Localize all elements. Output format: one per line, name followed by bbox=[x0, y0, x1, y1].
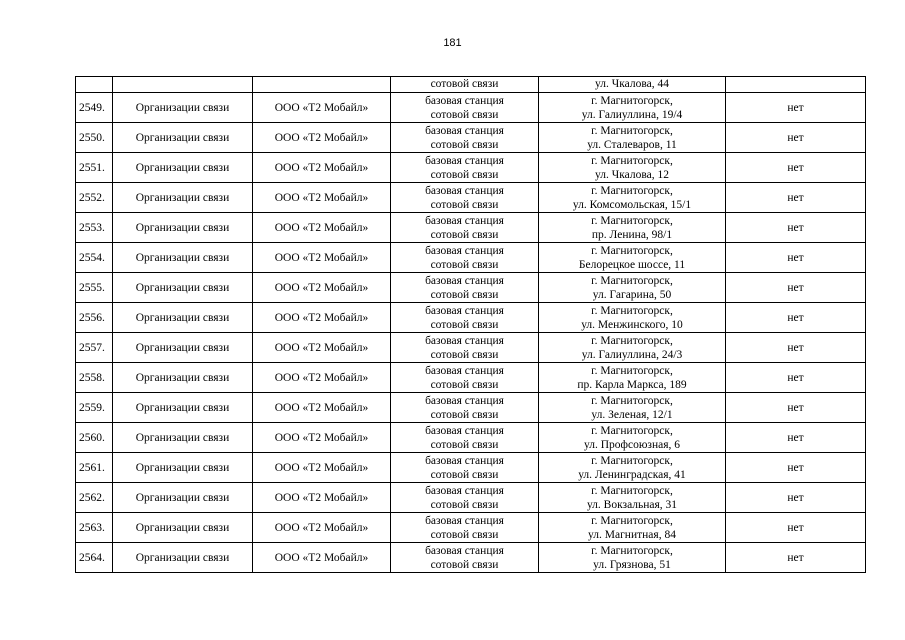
row-status: нет bbox=[726, 513, 866, 543]
row-number: 2549. bbox=[76, 93, 113, 123]
row-status: нет bbox=[726, 93, 866, 123]
row-status: нет bbox=[726, 123, 866, 153]
row-organization bbox=[253, 77, 391, 93]
row-status: нет bbox=[726, 483, 866, 513]
row-status bbox=[726, 77, 866, 93]
row-address-line-1: г. Магнитогорск, bbox=[591, 364, 673, 377]
row-object-type-line-1: базовая станция bbox=[425, 214, 504, 227]
table-row bbox=[76, 213, 866, 243]
row-object-type-line-2: сотовой связи bbox=[430, 498, 499, 511]
row-address-line-2: пр. Карла Маркса, 189 bbox=[577, 378, 687, 391]
row-address-line-1: г. Магнитогорск, bbox=[591, 394, 673, 407]
row-status: нет bbox=[726, 303, 866, 333]
row-object-type-line-1: базовая станция bbox=[425, 544, 504, 557]
row-organization: ООО «Т2 Мобайл» bbox=[253, 273, 391, 303]
table-row bbox=[76, 273, 866, 303]
table-row bbox=[76, 543, 866, 573]
row-object-type-line-2: сотовой связи bbox=[430, 198, 499, 211]
row-address bbox=[539, 243, 726, 273]
row-object-type bbox=[391, 483, 539, 513]
row-category: Организации связи bbox=[113, 513, 253, 543]
row-object-type-line-1: базовая станция bbox=[425, 124, 504, 137]
row-object-type-line-2: сотовой связи bbox=[430, 558, 499, 571]
row-address-line-2: Белорецкое шоссе, 11 bbox=[578, 258, 686, 271]
row-organization: ООО «Т2 Мобайл» bbox=[253, 393, 391, 423]
table-row bbox=[76, 303, 866, 333]
row-category: Организации связи bbox=[113, 183, 253, 213]
row-number: 2550. bbox=[76, 123, 113, 153]
row-address bbox=[539, 303, 726, 333]
row-number: 2561. bbox=[76, 453, 113, 483]
row-object-type bbox=[391, 183, 539, 213]
row-address-line-2: ул. Ленинградская, 41 bbox=[578, 468, 686, 481]
row-status: нет bbox=[726, 153, 866, 183]
row-address-line-1: г. Магнитогорск, bbox=[591, 544, 673, 557]
row-status: нет bbox=[726, 183, 866, 213]
row-object-type-line-2: сотовой связи bbox=[430, 258, 499, 271]
row-object-type-line-2: сотовой связи bbox=[430, 228, 499, 241]
row-organization: ООО «Т2 Мобайл» bbox=[253, 483, 391, 513]
row-address bbox=[539, 483, 726, 513]
row-object-type bbox=[391, 513, 539, 543]
row-address-line-2: ул. Зеленая, 12/1 bbox=[591, 408, 673, 421]
row-object-type-line-1: базовая станция bbox=[425, 304, 504, 317]
row-object-type-line-2: сотовой связи bbox=[430, 108, 499, 121]
row-object-type-line-2: сотовой связи bbox=[430, 438, 499, 451]
row-address: ул. Чкалова, 44 bbox=[539, 77, 726, 93]
row-status: нет bbox=[726, 453, 866, 483]
row-organization: ООО «Т2 Мобайл» bbox=[253, 453, 391, 483]
row-number: 2563. bbox=[76, 513, 113, 543]
row-address bbox=[539, 273, 726, 303]
row-category: Организации связи bbox=[113, 363, 253, 393]
row-address-line-2: ул. Комсомольская, 15/1 bbox=[572, 198, 692, 211]
registry-table bbox=[75, 76, 866, 573]
row-address-line-1: г. Магнитогорск, bbox=[591, 274, 673, 287]
row-address bbox=[539, 543, 726, 573]
table-row bbox=[76, 483, 866, 513]
table-row bbox=[76, 243, 866, 273]
row-organization: ООО «Т2 Мобайл» bbox=[253, 333, 391, 363]
row-address-line-1: г. Магнитогорск, bbox=[591, 184, 673, 197]
row-object-type bbox=[391, 393, 539, 423]
row-address bbox=[539, 453, 726, 483]
row-address-line-2: ул. Грязнова, 51 bbox=[593, 558, 671, 571]
row-organization: ООО «Т2 Мобайл» bbox=[253, 93, 391, 123]
row-object-type-line-2: сотовой связи bbox=[430, 288, 499, 301]
row-address bbox=[539, 153, 726, 183]
row-number: 2558. bbox=[76, 363, 113, 393]
row-number: 2562. bbox=[76, 483, 113, 513]
row-category: Организации связи bbox=[113, 393, 253, 423]
row-number: 2552. bbox=[76, 183, 113, 213]
row-object-type-line-2: сотовой связи bbox=[430, 408, 499, 421]
row-object-type-line-2: сотовой связи bbox=[430, 378, 499, 391]
row-object-type: сотовой связи bbox=[391, 77, 539, 93]
row-object-type-line-1: базовая станция bbox=[425, 244, 504, 257]
row-organization: ООО «Т2 Мобайл» bbox=[253, 543, 391, 573]
row-number: 2551. bbox=[76, 153, 113, 183]
row-address-line-2: ул. Галиуллина, 19/4 bbox=[581, 108, 683, 121]
row-organization: ООО «Т2 Мобайл» bbox=[253, 123, 391, 153]
row-object-type-line-1: базовая станция bbox=[425, 364, 504, 377]
row-status: нет bbox=[726, 423, 866, 453]
row-number: 2553. bbox=[76, 213, 113, 243]
row-organization: ООО «Т2 Мобайл» bbox=[253, 303, 391, 333]
table-row bbox=[76, 453, 866, 483]
row-number: 2556. bbox=[76, 303, 113, 333]
row-address-line-1: г. Магнитогорск, bbox=[591, 484, 673, 497]
row-address-line-1: г. Магнитогорск, bbox=[591, 124, 673, 137]
row-address-line-2: ул. Гагарина, 50 bbox=[592, 288, 672, 301]
row-category bbox=[113, 77, 253, 93]
row-number: 2555. bbox=[76, 273, 113, 303]
table-row bbox=[76, 93, 866, 123]
row-address bbox=[539, 363, 726, 393]
row-object-type bbox=[391, 363, 539, 393]
row-object-type-line-1: базовая станция bbox=[425, 394, 504, 407]
row-object-type-line-1: базовая станция bbox=[425, 484, 504, 497]
row-status: нет bbox=[726, 543, 866, 573]
row-object-type-line-1: базовая станция bbox=[425, 424, 504, 437]
row-object-type-line-1: базовая станция bbox=[425, 454, 504, 467]
row-object-type-line-1: базовая станция bbox=[425, 334, 504, 347]
row-status: нет bbox=[726, 363, 866, 393]
row-address-line-2: ул. Менжинского, 10 bbox=[581, 318, 683, 331]
row-category: Организации связи bbox=[113, 153, 253, 183]
row-object-type bbox=[391, 93, 539, 123]
row-organization: ООО «Т2 Мобайл» bbox=[253, 183, 391, 213]
row-object-type-line-1: базовая станция bbox=[425, 154, 504, 167]
table-row bbox=[76, 423, 866, 453]
table-row bbox=[76, 513, 866, 543]
row-organization: ООО «Т2 Мобайл» bbox=[253, 243, 391, 273]
row-address-line-1: г. Магнитогорск, bbox=[591, 94, 673, 107]
continuation-row bbox=[76, 77, 866, 93]
row-address-line-2: ул. Магнитная, 84 bbox=[588, 528, 676, 541]
row-address-line-1: г. Магнитогорск, bbox=[591, 244, 673, 257]
row-object-type-line-1: базовая станция bbox=[425, 274, 504, 287]
row-address-line-1: г. Магнитогорск, bbox=[591, 454, 673, 467]
row-object-type-line-2: сотовой связи bbox=[430, 138, 499, 151]
row-address bbox=[539, 183, 726, 213]
row-number: 2560. bbox=[76, 423, 113, 453]
row-object-type bbox=[391, 333, 539, 363]
row-organization: ООО «Т2 Мобайл» bbox=[253, 363, 391, 393]
table-row bbox=[76, 123, 866, 153]
row-status: нет bbox=[726, 243, 866, 273]
row-object-type bbox=[391, 273, 539, 303]
table-row bbox=[76, 183, 866, 213]
row-category: Организации связи bbox=[113, 303, 253, 333]
row-object-type bbox=[391, 453, 539, 483]
row-number: 2554. bbox=[76, 243, 113, 273]
table-body bbox=[76, 77, 866, 573]
row-address bbox=[539, 213, 726, 243]
row-address bbox=[539, 423, 726, 453]
row-object-type-line-2: сотовой связи bbox=[430, 168, 499, 181]
row-address bbox=[539, 513, 726, 543]
row-address-line-2: пр. Ленина, 98/1 bbox=[591, 228, 673, 241]
table-row bbox=[76, 333, 866, 363]
row-category: Организации связи bbox=[113, 543, 253, 573]
row-address-line-2: ул. Галиуллина, 24/3 bbox=[581, 348, 683, 361]
row-object-type-line-1: базовая станция bbox=[425, 184, 504, 197]
row-category: Организации связи bbox=[113, 93, 253, 123]
row-address-line-1: г. Магнитогорск, bbox=[591, 304, 673, 317]
row-organization: ООО «Т2 Мобайл» bbox=[253, 153, 391, 183]
row-object-type-line-2: сотовой связи bbox=[430, 318, 499, 331]
row-object-type bbox=[391, 303, 539, 333]
row-object-type bbox=[391, 543, 539, 573]
row-address-line-1: г. Магнитогорск, bbox=[591, 514, 673, 527]
row-address bbox=[539, 93, 726, 123]
row-organization: ООО «Т2 Мобайл» bbox=[253, 423, 391, 453]
row-status: нет bbox=[726, 273, 866, 303]
table-row bbox=[76, 153, 866, 183]
row-address bbox=[539, 393, 726, 423]
row-category: Организации связи bbox=[113, 243, 253, 273]
row-address bbox=[539, 333, 726, 363]
row-address bbox=[539, 123, 726, 153]
row-address-line-1: г. Магнитогорск, bbox=[591, 334, 673, 347]
row-organization: ООО «Т2 Мобайл» bbox=[253, 213, 391, 243]
row-category: Организации связи bbox=[113, 213, 253, 243]
table-row bbox=[76, 363, 866, 393]
row-object-type-line-1: базовая станция bbox=[425, 514, 504, 527]
row-address-line-1: г. Магнитогорск, bbox=[591, 154, 673, 167]
row-category: Организации связи bbox=[113, 423, 253, 453]
row-object-type-line-2: сотовой связи bbox=[430, 528, 499, 541]
row-address-line-2: ул. Чкалова, 12 bbox=[595, 168, 669, 181]
row-address-line-1: г. Магнитогорск, bbox=[591, 214, 673, 227]
row-address-line-2: ул. Вокзальная, 31 bbox=[586, 498, 678, 511]
row-address-line-1: г. Магнитогорск, bbox=[591, 424, 673, 437]
page-number: 181 bbox=[443, 37, 462, 49]
row-number: 2564. bbox=[76, 543, 113, 573]
row-number: 2557. bbox=[76, 333, 113, 363]
row-number: 2559. bbox=[76, 393, 113, 423]
row-organization: ООО «Т2 Мобайл» bbox=[253, 513, 391, 543]
row-category: Организации связи bbox=[113, 273, 253, 303]
row-object-type bbox=[391, 213, 539, 243]
table-row bbox=[76, 393, 866, 423]
row-category: Организации связи bbox=[113, 123, 253, 153]
row-category: Организации связи bbox=[113, 453, 253, 483]
row-address-line-2: ул. Сталеваров, 11 bbox=[587, 138, 677, 151]
row-object-type-line-2: сотовой связи bbox=[430, 468, 499, 481]
row-object-type bbox=[391, 243, 539, 273]
row-number bbox=[76, 77, 113, 93]
row-object-type bbox=[391, 123, 539, 153]
row-object-type bbox=[391, 423, 539, 453]
row-category: Организации связи bbox=[113, 333, 253, 363]
row-object-type bbox=[391, 153, 539, 183]
row-status: нет bbox=[726, 333, 866, 363]
row-category: Организации связи bbox=[113, 483, 253, 513]
row-object-type-line-1: базовая станция bbox=[425, 94, 504, 107]
row-status: нет bbox=[726, 213, 866, 243]
row-status: нет bbox=[726, 393, 866, 423]
row-object-type-line-2: сотовой связи bbox=[430, 348, 499, 361]
row-address-line-2: ул. Профсоюзная, 6 bbox=[583, 438, 681, 451]
